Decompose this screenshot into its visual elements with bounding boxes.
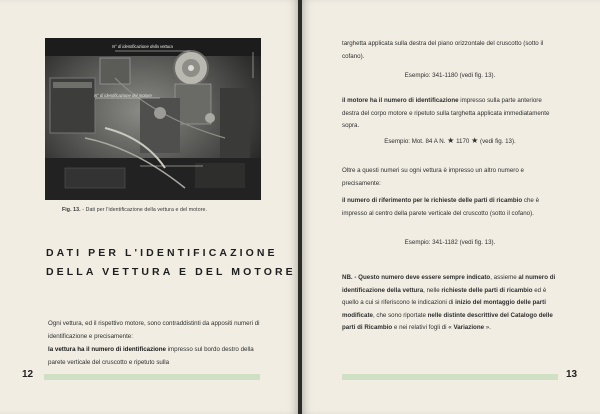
engine-photo-image: [45, 38, 261, 200]
star-icon: ★: [447, 136, 455, 145]
left-paragraph-2: [48, 344, 262, 369]
nb-bold-1: NB. - Questo numero deve essere sempre indicato: [342, 274, 491, 281]
figure-caption: [62, 207, 272, 213]
engine-photo: [45, 38, 261, 200]
section-heading-line1: DATI PER L'IDENTIFICAZIONE: [46, 247, 278, 259]
nb-text-6: ».: [484, 324, 491, 331]
nb-text-2: , nelle: [423, 286, 442, 294]
photo-label-engine-id: N° di identificazione del motore: [94, 93, 152, 98]
right-paragraph-1: targhetta applicata sulla destra del piano orizzontale del cruscotto (sotto il cofano).: [342, 40, 544, 60]
left-paragraph-2-bold: la vettura ha il numero di identificazione: [48, 346, 166, 353]
right-paragraph-2-rest: impresso sulla parte anteriore destra del corpo motore e ripetuto sulla targhetta applicata immediatamente sopra.: [342, 97, 550, 129]
nb-bold-3: richieste delle parti di ricambio: [441, 286, 533, 294]
right-example-3: Esempio: 341-1182 (vedi fig. 13).: [404, 239, 496, 246]
nb-paragraph: [342, 272, 558, 335]
right-paragraph-4-bold: il numero di riferimento per le richieste delle parti di ricambio: [342, 197, 523, 204]
example-2-prefix: Esempio: Mot. 84 A N.: [384, 138, 446, 145]
nb-text-4: , che sono riportate: [372, 311, 428, 319]
right-page-number: 13: [566, 369, 578, 380]
figure-caption-text: - Dati per l'identificazione della vettura e del motore.: [82, 207, 208, 213]
nb-text-3: ed è quello a cui si riferiscono le indicazioni di: [342, 286, 547, 306]
left-footer-bar: [44, 374, 260, 380]
example-2-suffix: (vedi fig. 13).: [480, 138, 516, 145]
right-paragraph-4-rest: che è impresso al centro della parete verticale del cruscotto (sotto il cofano).: [342, 197, 540, 217]
right-paragraph-2-bold: il motore ha il numero di identificazione: [342, 97, 459, 104]
section-heading-line2: DELLA VETTURA E DEL MOTORE: [46, 266, 296, 278]
nb-text-5: e nei relativi fogli di «: [392, 324, 454, 331]
right-footer-bar: [342, 374, 558, 380]
right-paragraph-3: Oltre a questi numeri su ogni vettura è impresso un altro numero e precisamente:: [342, 167, 524, 187]
nb-bold-6: Variazione: [453, 324, 485, 331]
left-paragraph-1: Ogni vettura, ed il rispettivo motore, sono contraddistinti da appositi numeri di identificazione e precisamente:: [48, 320, 260, 340]
left-page-number: 12: [22, 369, 34, 380]
figure-number: Fig. 13.: [62, 207, 81, 213]
right-paragraph-4: [342, 195, 558, 220]
right-example-2: [342, 135, 558, 149]
star-icon: ★: [471, 136, 479, 145]
nb-bold-5: nelle distinte descrittive del Catalogo delle parti di Ricambio: [342, 311, 553, 331]
nb-bold-4: inizio del montaggio delle parti modificate: [342, 299, 546, 319]
nb-bold-2: al numero di identificazione della vettura: [342, 274, 556, 294]
left-paragraph-2-rest: impresso sul bordo destro della parete verticale del cruscotto e ripetuto sulla: [48, 346, 254, 366]
right-example-1: Esempio: 341-1180 (vedi fig. 13).: [404, 72, 496, 79]
example-2-number: 1170: [456, 138, 470, 145]
photo-label-vehicle-id: N° di identificazione della vettura: [112, 44, 173, 49]
nb-text-1: , assieme: [490, 274, 519, 281]
right-paragraph-2: [342, 95, 558, 133]
